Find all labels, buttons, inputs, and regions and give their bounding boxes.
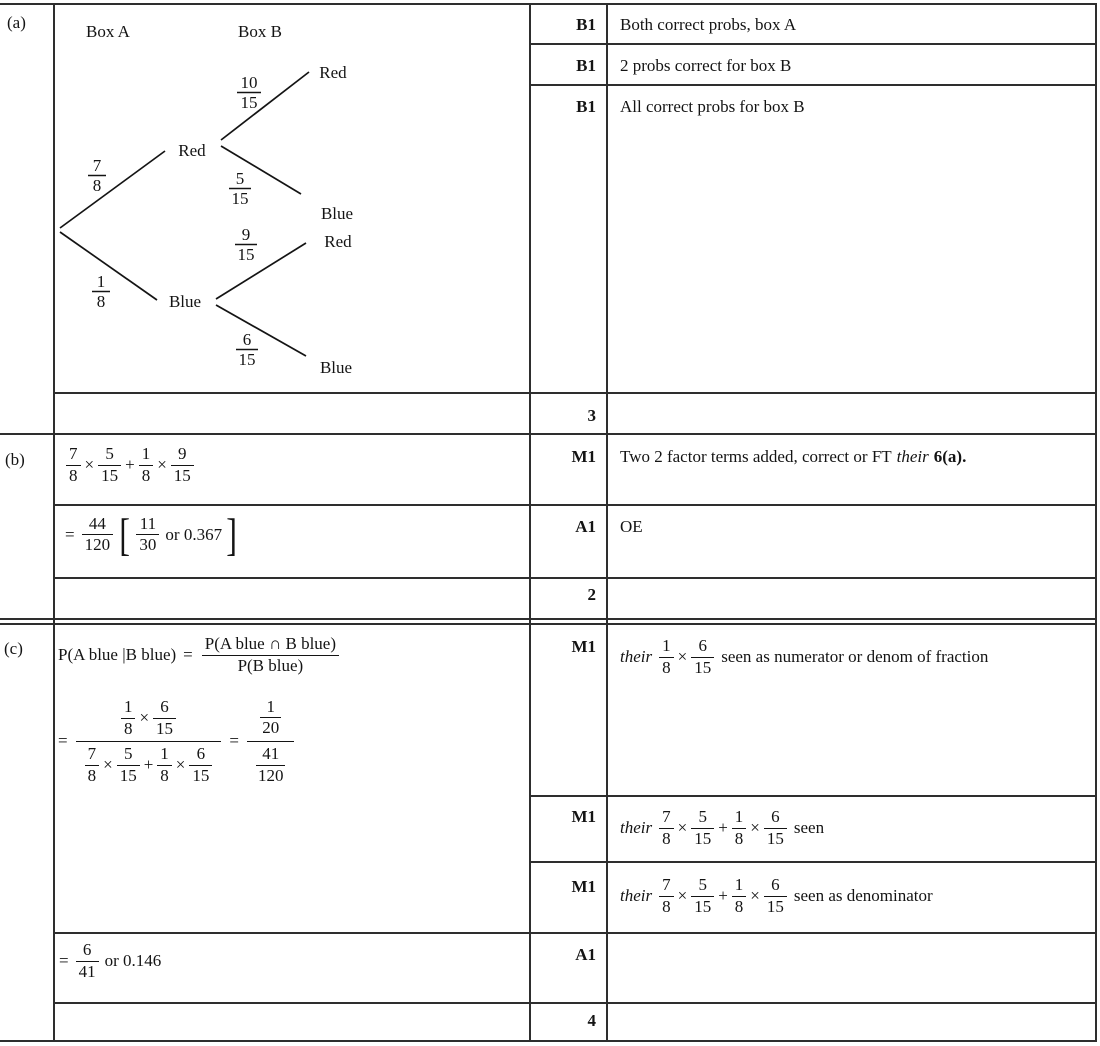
equals-sign: = bbox=[229, 731, 239, 751]
fraction-numerator: 5 bbox=[117, 745, 140, 766]
equals-sign: = bbox=[183, 645, 193, 665]
part-b-expression bbox=[64, 445, 196, 485]
fraction-numerator: P(A blue ∩ B blue) bbox=[202, 635, 339, 656]
times-operator: × bbox=[677, 818, 688, 838]
fraction-denominator: 8 bbox=[123, 718, 133, 738]
times-operator: × bbox=[103, 755, 113, 775]
tree-a-red-label: Red bbox=[178, 141, 206, 160]
fraction-denominator: 15 bbox=[101, 465, 119, 485]
comment-italic-text: their bbox=[896, 447, 929, 466]
fraction bbox=[66, 445, 81, 485]
big-fraction bbox=[76, 697, 222, 786]
tree-box-a-label: Box A bbox=[86, 22, 130, 41]
tree-frac-7-8-den: 8 bbox=[92, 176, 102, 195]
part-b-result bbox=[64, 509, 238, 560]
fraction-numerator: 7 bbox=[66, 445, 81, 466]
comment-italic-text: their bbox=[620, 818, 653, 838]
comment-text: seen as numerator or denom of fraction bbox=[721, 647, 989, 667]
part-c-comment-3 bbox=[620, 876, 933, 916]
equals-sign: = bbox=[59, 951, 69, 971]
part-c-mark-3: M1 bbox=[571, 877, 596, 896]
fraction-denominator: 15 bbox=[766, 828, 784, 848]
fraction-denominator: 8 bbox=[734, 828, 744, 848]
fraction-denominator: 8 bbox=[160, 766, 169, 786]
fraction-numerator: 7 bbox=[659, 808, 674, 829]
grid-hline bbox=[53, 1002, 1097, 1004]
part-c-comment-1 bbox=[620, 637, 988, 677]
fraction bbox=[76, 941, 99, 981]
fraction-denominator: 8 bbox=[662, 828, 671, 848]
fraction-denominator: 15 bbox=[694, 657, 712, 677]
right-bracket: ] bbox=[226, 509, 238, 560]
comment-italic-text: their bbox=[620, 647, 653, 667]
fraction-numerator: 1 bbox=[121, 698, 136, 719]
part-a-comment-2: 2 probs correct for box B bbox=[620, 56, 792, 75]
grid-hline bbox=[529, 795, 1097, 797]
grid-hline-bottom bbox=[0, 1040, 1097, 1042]
fraction bbox=[189, 745, 212, 785]
nested-fraction-bottom bbox=[247, 742, 295, 785]
tree-frac-9-15-num: 9 bbox=[241, 225, 251, 244]
fraction bbox=[171, 445, 194, 485]
part-b-comment-1 bbox=[620, 447, 966, 467]
grid-vline-right bbox=[1095, 3, 1097, 1042]
part-a-comment-1: Both correct probs, box A bbox=[620, 15, 797, 34]
comment-italic-text: their bbox=[620, 886, 653, 906]
fraction bbox=[98, 445, 121, 485]
fraction-denominator: 8 bbox=[662, 896, 671, 916]
fraction-numerator: 1 bbox=[260, 698, 281, 719]
fraction-numerator: 5 bbox=[691, 876, 714, 897]
part-c-label: (c) bbox=[4, 639, 23, 658]
tree-branch-red-red bbox=[221, 72, 309, 140]
tree-red-blue-label: Blue bbox=[320, 204, 354, 223]
fraction-numerator: 7 bbox=[659, 876, 674, 897]
grid-hline bbox=[529, 43, 1097, 45]
part-c-result bbox=[58, 941, 161, 981]
fraction bbox=[764, 876, 787, 916]
tree-branch-a-red bbox=[60, 151, 165, 228]
fraction-numerator: 44 bbox=[82, 515, 114, 536]
tree-blue-red-label: Red bbox=[324, 232, 352, 251]
math-row bbox=[657, 808, 789, 848]
fraction-numerator: 6 bbox=[764, 876, 787, 897]
result-decimal-text: or 0.146 bbox=[104, 951, 162, 971]
fraction bbox=[256, 745, 286, 785]
fraction-numerator: 6 bbox=[764, 808, 787, 829]
tree-frac-10-15-den: 15 bbox=[240, 93, 258, 112]
plus-operator: + bbox=[718, 886, 728, 906]
fraction-denominator: 15 bbox=[173, 465, 191, 485]
part-c-conditional-formula bbox=[58, 635, 341, 675]
fraction-denominator: 120 bbox=[84, 535, 111, 555]
tree-blue-blue-label: Blue bbox=[319, 358, 353, 377]
fraction-denominator: 8 bbox=[662, 657, 671, 677]
fraction-numerator: 6 bbox=[189, 745, 212, 766]
tree-frac-6-15-num: 6 bbox=[242, 330, 252, 349]
comment-text: seen as denominator bbox=[793, 886, 933, 906]
part-a-mark-1: B1 bbox=[576, 15, 596, 34]
grid-hline-part-divider bbox=[0, 433, 1097, 435]
fraction-denominator: 20 bbox=[262, 718, 280, 738]
times-operator: × bbox=[175, 755, 186, 775]
probability-fraction bbox=[202, 635, 339, 675]
grid-vline-comment-col bbox=[606, 3, 608, 1042]
fraction-denominator: 15 bbox=[766, 896, 784, 916]
fraction-numerator: 5 bbox=[691, 808, 714, 829]
left-bracket: [ bbox=[119, 509, 131, 560]
equals-sign: = bbox=[65, 524, 75, 544]
part-a-comment-3: All correct probs for box B bbox=[620, 97, 805, 116]
fraction-denominator: 8 bbox=[141, 465, 151, 485]
fraction-denominator: 15 bbox=[694, 828, 712, 848]
fraction-numerator: 11 bbox=[136, 515, 159, 536]
fraction bbox=[136, 515, 159, 555]
times-operator: × bbox=[157, 455, 167, 475]
grid-hline bbox=[53, 932, 1097, 934]
fraction-numerator: 1 bbox=[157, 745, 172, 766]
math-row bbox=[83, 745, 215, 785]
fraction-denominator: 41 bbox=[78, 961, 96, 981]
tree-frac-5-15-num: 5 bbox=[235, 169, 245, 188]
tree-branch-blue-red bbox=[216, 243, 306, 299]
plus-operator: + bbox=[125, 455, 135, 475]
plus-operator: + bbox=[718, 818, 728, 838]
fraction-denominator: 15 bbox=[694, 896, 712, 916]
fraction bbox=[85, 745, 100, 785]
part-c-fraction-working bbox=[57, 697, 296, 786]
tree-box-b-label: Box B bbox=[238, 22, 282, 41]
fraction bbox=[139, 445, 154, 485]
fraction bbox=[659, 876, 674, 916]
fraction-denominator: 15 bbox=[156, 718, 174, 738]
tree-frac-1-8-den: 8 bbox=[96, 292, 106, 311]
tree-red-red-label: Red bbox=[319, 63, 347, 82]
part-a-total: 3 bbox=[587, 406, 596, 425]
grid-hline bbox=[53, 504, 1097, 506]
tree-diagram bbox=[53, 4, 529, 392]
fraction-numerator: 6 bbox=[691, 637, 714, 658]
part-b-label: (b) bbox=[5, 450, 25, 469]
fraction bbox=[691, 637, 714, 677]
tree-frac-6-15-den: 15 bbox=[238, 350, 256, 369]
fraction-denominator: 15 bbox=[192, 766, 210, 786]
tree-frac-7-8-num: 7 bbox=[92, 156, 102, 175]
times-operator: × bbox=[677, 647, 688, 667]
fraction-denominator: P(B blue) bbox=[237, 655, 304, 675]
part-c-mark-1: M1 bbox=[571, 637, 596, 656]
tree-frac-10-15-num: 10 bbox=[240, 73, 258, 92]
comment-bold-text: 6(a). bbox=[933, 447, 967, 466]
fraction-numerator: 1 bbox=[732, 876, 747, 897]
plus-operator: + bbox=[143, 755, 154, 775]
fraction-denominator: 8 bbox=[87, 766, 97, 786]
fraction bbox=[82, 515, 114, 555]
fraction bbox=[157, 745, 172, 785]
equals-sign: = bbox=[58, 731, 68, 751]
tree-frac-5-15-den: 15 bbox=[231, 189, 249, 208]
fraction bbox=[764, 808, 787, 848]
math-row bbox=[657, 876, 789, 916]
grid-hline bbox=[529, 861, 1097, 863]
fraction-denominator: 15 bbox=[119, 766, 137, 786]
part-c-mark-4: A1 bbox=[575, 945, 596, 964]
part-c-total: 4 bbox=[587, 1011, 596, 1030]
times-operator: × bbox=[84, 455, 95, 475]
fraction-denominator: 30 bbox=[139, 535, 157, 555]
part-a-label: (a) bbox=[7, 13, 26, 32]
tree-frac-1-8-num: 1 bbox=[96, 272, 106, 291]
grid-hline-double-2 bbox=[0, 623, 1097, 625]
big-fraction-numerator bbox=[76, 697, 222, 742]
fraction bbox=[117, 745, 140, 785]
fraction bbox=[691, 876, 714, 916]
grid-hline bbox=[529, 84, 1097, 86]
tree-branch-a-blue bbox=[60, 232, 157, 300]
fraction-numerator: 5 bbox=[98, 445, 121, 466]
times-operator: × bbox=[139, 707, 150, 727]
nested-result-fraction bbox=[247, 698, 295, 786]
fraction bbox=[732, 808, 747, 848]
nested-fraction-top bbox=[247, 698, 295, 742]
math-row bbox=[119, 698, 178, 738]
tree-frac-9-15-den: 15 bbox=[237, 245, 255, 264]
fraction-numerator: 1 bbox=[659, 637, 674, 658]
part-b-total: 2 bbox=[587, 585, 596, 604]
part-c-mark-2: M1 bbox=[571, 807, 596, 826]
grid-hline bbox=[53, 392, 1097, 394]
times-operator: × bbox=[750, 818, 760, 838]
alt-decimal-text: or 0.367 bbox=[165, 524, 223, 544]
fraction bbox=[121, 698, 136, 738]
math-row bbox=[657, 637, 716, 677]
fraction bbox=[659, 637, 674, 677]
fraction-numerator: 1 bbox=[732, 808, 747, 829]
grid-hline bbox=[53, 577, 1097, 579]
part-a-mark-3: B1 bbox=[576, 97, 596, 116]
fraction-numerator: 6 bbox=[153, 698, 176, 719]
times-operator: × bbox=[750, 886, 760, 906]
big-fraction-denominator bbox=[76, 742, 222, 785]
part-b-mark-2: A1 bbox=[575, 517, 596, 536]
fraction bbox=[691, 808, 714, 848]
fraction-denominator: 120 bbox=[257, 765, 284, 785]
fraction bbox=[732, 876, 747, 916]
fraction bbox=[153, 698, 176, 738]
part-a-mark-2: B1 bbox=[576, 56, 596, 75]
fraction-numerator: 1 bbox=[139, 445, 154, 466]
fraction bbox=[260, 698, 281, 738]
fraction-denominator: 8 bbox=[69, 465, 78, 485]
tree-branch-blue-blue bbox=[216, 305, 306, 356]
comment-text: seen bbox=[793, 818, 825, 838]
fraction-numerator: 6 bbox=[76, 941, 99, 962]
part-c-comment-2 bbox=[620, 808, 824, 848]
fraction-numerator: 9 bbox=[171, 445, 194, 466]
grid-hline-double-1 bbox=[0, 618, 1097, 620]
fraction bbox=[659, 808, 674, 848]
part-b-comment-2: OE bbox=[620, 517, 643, 536]
fraction-numerator: 41 bbox=[256, 745, 286, 766]
part-b-mark-1: M1 bbox=[571, 447, 596, 466]
formula-lhs: P(A blue |B blue) bbox=[58, 645, 177, 665]
times-operator: × bbox=[677, 886, 688, 906]
tree-a-blue-label: Blue bbox=[168, 292, 202, 311]
tree-branch-red-blue bbox=[221, 146, 301, 194]
fraction-numerator: 7 bbox=[85, 745, 100, 766]
fraction-denominator: 8 bbox=[734, 896, 744, 916]
comment-text: Two 2 factor terms added, correct or FT bbox=[620, 447, 892, 466]
